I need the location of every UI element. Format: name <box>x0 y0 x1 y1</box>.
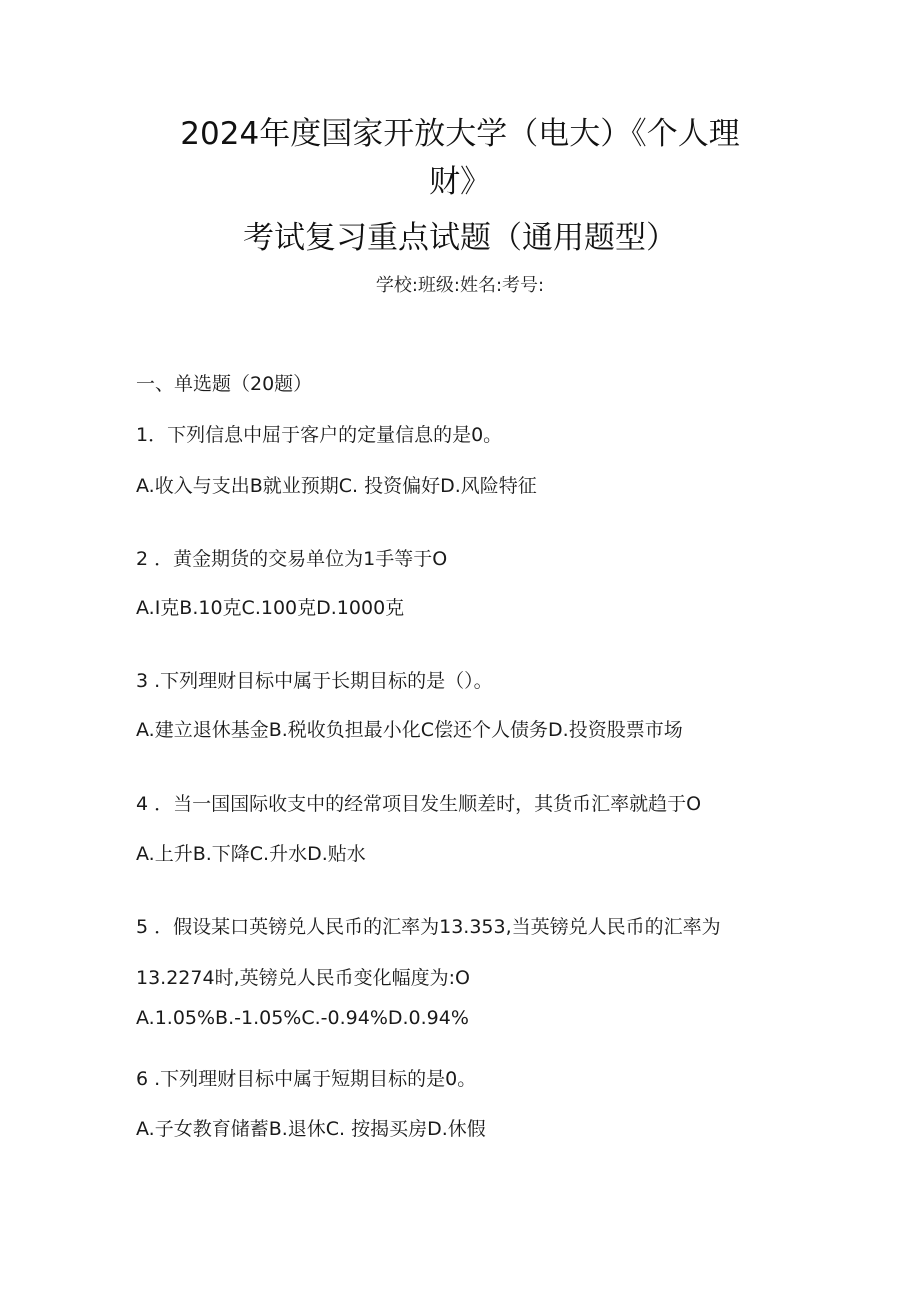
question-2-options: A.I克B.10克C.100克D.1000克 <box>136 597 405 619</box>
question-1-stem: 1．下列信息中屈于客户的定量信息的是0。 <box>136 424 503 446</box>
student-info-line: 学校:班级:姓名:考号: <box>375 275 545 296</box>
question-4-stem: 4 ．当一国国际收支中的经常项目发生顺差时，其货币汇率就趋于O <box>136 793 702 815</box>
question-6-options: A.子女教育储蓄B.退休C. 按揭买房D.休假 <box>136 1118 486 1140</box>
section-heading: 一、单选题（20题） <box>136 373 313 395</box>
question-4-options: A.上升B.下降C.升水D.贴水 <box>136 843 366 865</box>
question-1-options: A.收入与支出B就业预期C. 投资偏好D.风险特征 <box>136 475 537 497</box>
question-3-stem: 3 .下列理财目标中属于长期目标的是（）。 <box>136 670 493 692</box>
document-title-line-2: 财》 <box>429 164 491 200</box>
question-6-stem: 6 .下列理财目标中属于短期目标的是0。 <box>136 1068 477 1090</box>
question-5-options: A.1.05%B.-1.05%C.-0.94%D.0.94% <box>136 1007 469 1029</box>
question-2-stem: 2 ．黄金期货的交易单位为1手等于O <box>136 548 448 570</box>
question-3-options: A.建立退休基金B.税收负担最小化C偿还个人债务D.投资股票市场 <box>136 719 683 741</box>
document-title-line-1: 2024年度国家开放大学（电大）《个人理 <box>180 116 740 152</box>
question-5-stem-continued: 13.2274时,英镑兑人民币变化幅度为:O <box>136 967 470 989</box>
document-title-line-3: 考试复习重点试题（通用题型） <box>243 220 677 256</box>
question-5-stem: 5 ．假设某口英镑兑人民币的汇率为13.353,当英镑兑人民币的汇率为 <box>136 916 721 938</box>
